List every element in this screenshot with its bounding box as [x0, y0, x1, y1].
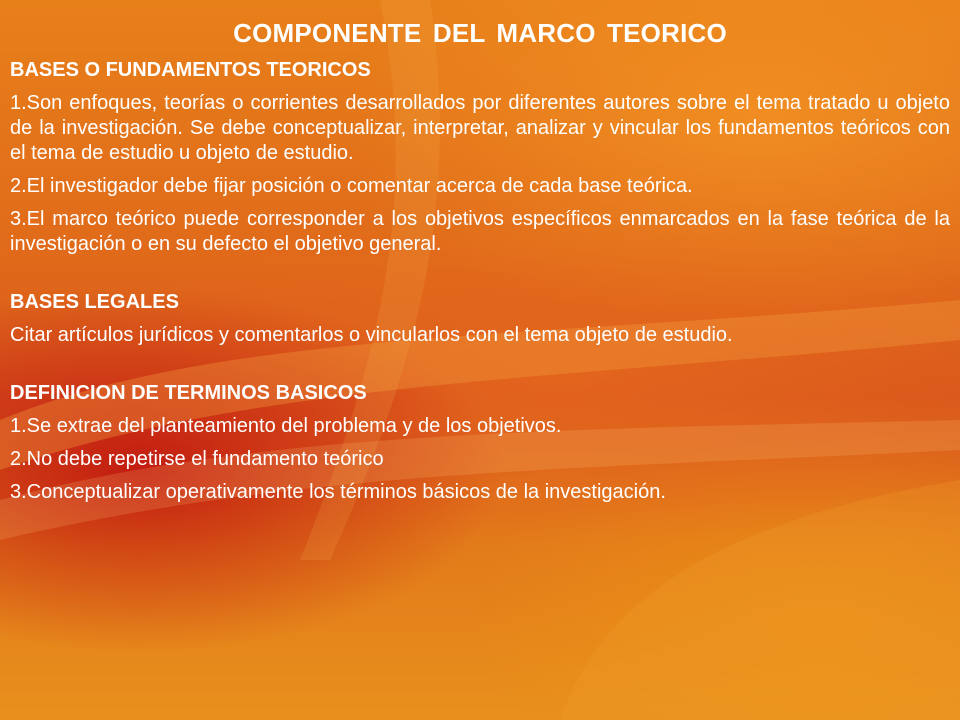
list-item: 1.Se extrae del planteamiento del problema y de los objetivos. [10, 415, 562, 437]
list-item: 1.Son enfoques, teorías o corrientes desarrollados por diferentes autores sobre el tema tratado u objeto de la investigación. Se debe conceptualizar, interpretar, analizar y vincular los fundamentos teóricos con el tema de estudio u objeto de estudio. [10, 92, 950, 164]
list-item: 2.No debe repetirse el fundamento teórico [10, 448, 384, 470]
section-definicion-terminos [10, 380, 950, 505]
section-heading: BASES LEGALES [10, 291, 179, 313]
spacer [10, 265, 950, 289]
list-item: 3.Conceptualizar operativamente los términos básicos de la investigación. [10, 481, 666, 503]
list-item: Citar artículos jurídicos y comentarlos o vincularlos con el tema objeto de estudio. [10, 324, 733, 346]
slide-title: COMPONENTE DEL MARCO TEORICO [233, 18, 727, 48]
spacer [10, 356, 950, 380]
list-item: 2.El investigador debe fijar posición o comentar acerca de cada base teórica. [10, 175, 693, 197]
slide-content [10, 18, 950, 513]
list-item: 3.El marco teórico puede corresponder a los objetivos específicos enmarcados en la fase teórica de la investigación o en su defecto el objetivo general. [10, 208, 950, 255]
section-bases-teoricas [10, 57, 950, 257]
section-bases-legales [10, 289, 950, 348]
section-heading: DEFINICION DE TERMINOS BASICOS [10, 382, 367, 404]
section-heading: BASES O FUNDAMENTOS TEORICOS [10, 59, 371, 81]
